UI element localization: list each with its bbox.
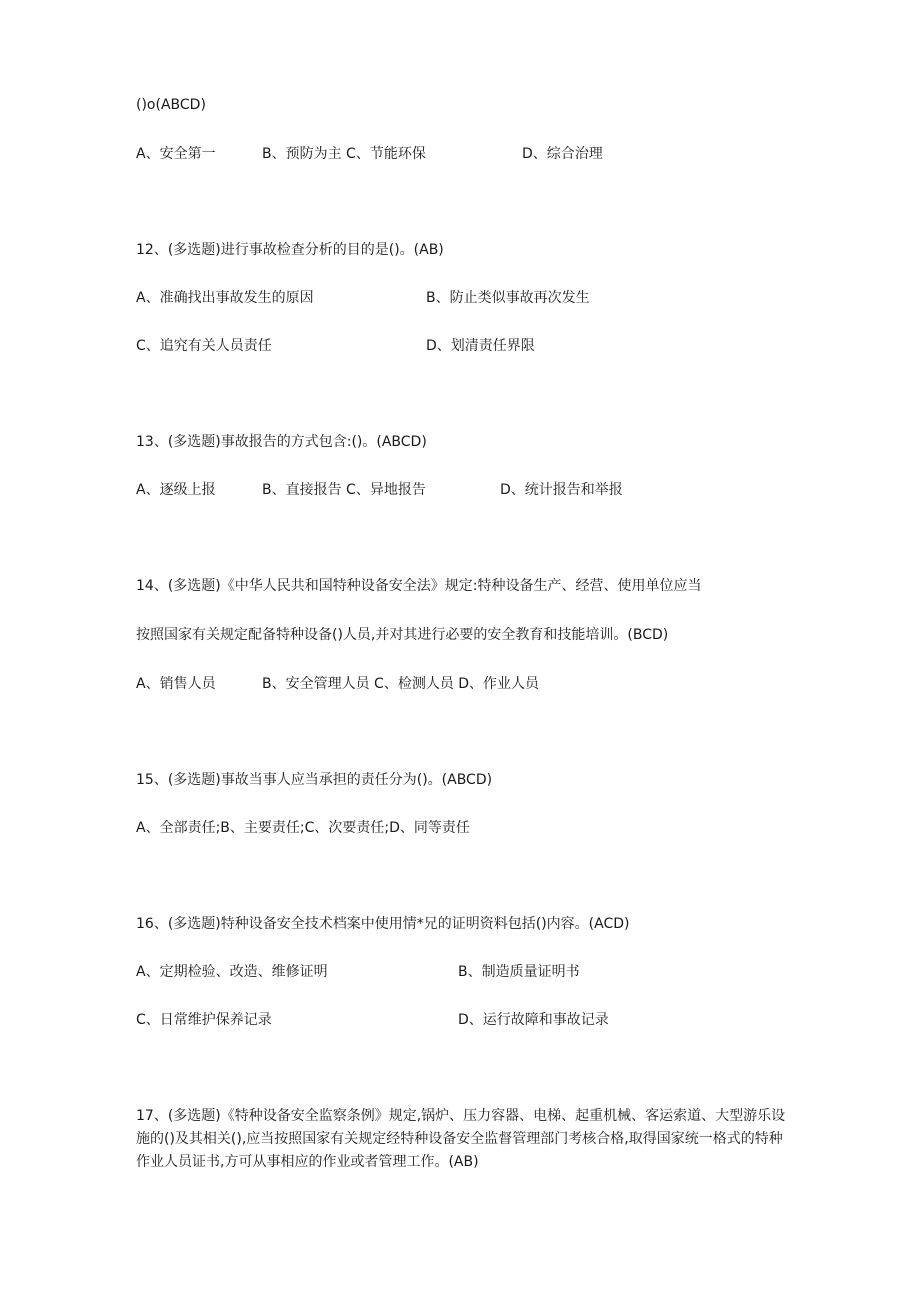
- question-16-stem: 16、(多选题)特种设备安全技术档案中使用情*兄的证明资料包括()内容。(ACD): [136, 916, 630, 932]
- q12-option-a: A、准确找出事故发生的原因: [136, 290, 314, 306]
- q13-option-a: A、逐级上报: [136, 482, 216, 498]
- q12-option-d: D、划清责任界限: [426, 338, 535, 354]
- q16-option-a: A、定期检验、改造、维修证明: [136, 964, 328, 980]
- q13-option-b-c: B、直接报告 C、异地报告: [262, 482, 426, 498]
- q12-option-b: B、防止类似事故再次发生: [426, 290, 590, 306]
- question-12-stem: 12、(多选题)进行事故检查分析的目的是()。(AB): [136, 242, 444, 258]
- question-14-stem-line2: 按照国家有关规定配备特种设备()人员,并对其进行必要的安全教育和技能培训。(BCD): [136, 627, 669, 643]
- question-15-stem: 15、(多选题)事故当事人应当承担的责任分为()。(ABCD): [136, 772, 493, 788]
- question-tail: ()o(ABCD): [136, 97, 206, 113]
- q16-option-c: C、日常维护保养记录: [136, 1012, 272, 1028]
- q16-option-b: B、制造质量证明书: [458, 964, 580, 980]
- q14-option-a: A、销售人员: [136, 676, 216, 692]
- q13-option-d: D、统计报告和举报: [500, 482, 623, 498]
- question-14-stem-line1: 14、(多选题)《中华人民共和国特种设备安全法》规定:特种设备生产、经营、使用单位应当: [136, 578, 702, 594]
- question-17-stem: 17、(多选题)《特种设备安全监察条例》规定,锅炉、压力容器、电梯、起重机械、客运索道、大型游乐设施的()及其相关(),应当按照国家有关规定经特种设备安全监督管理部门考核合格,取得国家统一格式的特种作业人员证书,方可从事相应的作业或者管理工作。(AB): [136, 1108, 786, 1170]
- option-a: A、安全第一: [136, 146, 216, 162]
- q12-option-c: C、追究有关人员责任: [136, 338, 272, 354]
- option-d: D、综合治理: [522, 146, 603, 162]
- question-13-stem: 13、(多选题)事故报告的方式包含:()。(ABCD): [136, 434, 427, 450]
- q14-option-b-c-d: B、安全管理人员 C、检测人员 D、作业人员: [262, 676, 540, 692]
- q15-options: A、全部责任;B、主要责任;C、次要责任;D、同等责任: [136, 820, 470, 836]
- option-b-c: B、预防为主 C、节能环保: [262, 146, 426, 162]
- q16-option-d: D、运行故障和事故记录: [458, 1012, 609, 1028]
